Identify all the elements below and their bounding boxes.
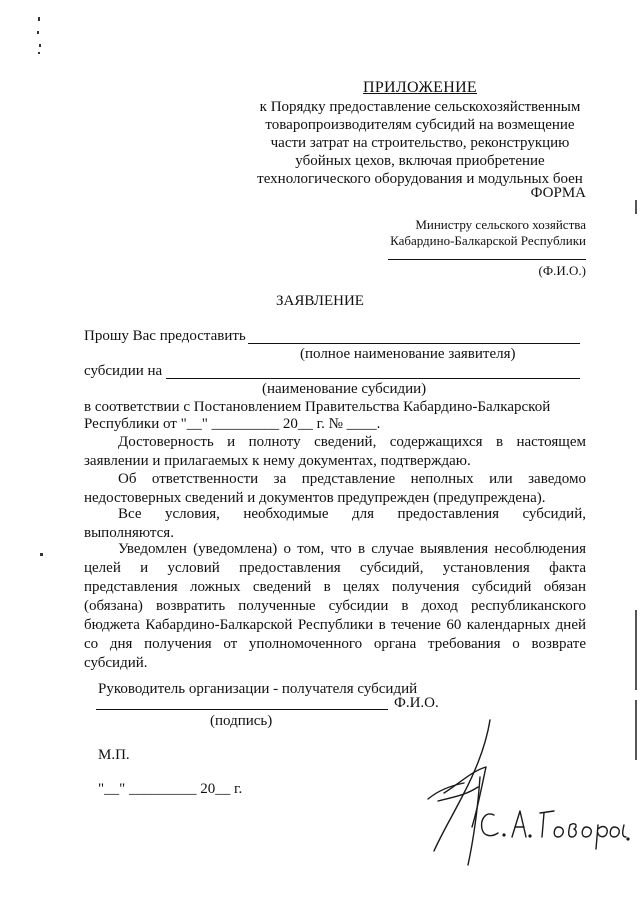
paragraph-line: целей и условий предоставления субсидий, установления факта [84,560,586,576]
appendix-line: к Порядку предоставление сельскохозяйственным [259,99,581,115]
paragraph-line: недостоверных сведений и документов предупрежден (предупреждена). [84,490,546,506]
paragraph-line: бюджета Кабардино-Балкарской Республики в течение 60 календарных дней [84,617,586,633]
addressee-line-1: Министру сельского хозяйства [415,217,586,232]
scan-speck [37,31,39,34]
appendix-title: ПРИЛОЖЕНИЕ [362,79,477,96]
scan-speck [40,553,43,556]
scan-speck [38,17,40,21]
paragraph-line: со дня получения от уполномоченного органа требования о возврате [84,636,586,652]
paragraph-line: выполняются. [84,525,174,541]
request-prefix: Прошу Вас предоставить [84,328,246,344]
handwritten-signature [420,715,630,875]
paragraph-notice [84,540,586,673]
appendix-line: технологического оборудования и модульных боен [257,171,583,187]
appendix-line: убойных цехов, включая приобретение [295,153,545,169]
paragraph-line: заявлении и прилагаемых к нему документах, подтверждаю. [84,453,471,469]
addressee-line-2: Кабардино-Балкарской Республики [390,233,586,248]
paragraph-line: Достоверность и полноту сведений, содержащихся в настоящем [118,434,586,450]
applicant-name-field[interactable] [248,343,580,344]
scan-edge-mark [635,610,637,690]
paragraph-accuracy [84,433,586,471]
paragraph-responsibility [84,470,586,508]
document-title: ЗАЯВЛЕНИЕ [276,293,364,309]
resolution-line-1: в соответствии с Постановлением Правительства Кабардино-Балкарской [84,399,551,415]
paragraph-line: субсидий. [84,655,148,671]
subsidy-hint: (наименование субсидии) [262,381,427,397]
appendix-line: части затрат на строительство, реконструкцию [270,135,570,151]
addressee-fio-label: (Ф.И.О.) [538,263,586,278]
addressee-fio-line [388,259,586,260]
subsidy-prefix: субсидии на [84,363,163,379]
paragraph-line: (обязана) возвратить полученные субсидии в доход республиканского [84,598,586,614]
scan-edge-mark [635,700,637,760]
scan-speck [39,44,41,47]
head-label: Руководитель организации - получателя субсидий [98,681,418,697]
date-line: "__" _________ 20__ г. [98,781,243,797]
paragraph-line: Уведомлен (уведомлена) о том, что в случае выявления несоблюдения [118,541,586,557]
sign-hint: (подпись) [210,713,273,729]
paragraph-conditions [84,505,586,543]
paragraph-line: Об ответственности за представление неполных или заведомо [118,471,586,487]
applicant-hint: (полное наименование заявителя) [300,346,516,362]
appendix-header [250,78,590,188]
scan-speck [38,52,40,54]
appendix-line: товаропроизводителям субсидий на возмещение [265,117,575,133]
scan-edge-mark [635,200,637,214]
paragraph-line: Все условия, необходимые для предоставления субсидий, [118,506,586,522]
form-label: ФОРМА [530,185,586,201]
stamp-label: М.П. [98,747,130,763]
signature-field[interactable] [96,709,388,710]
resolution-line-2: Республики от "__" _________ 20__ г. № ____. [84,416,381,432]
head-fio-label: Ф.И.О. [394,695,439,711]
subsidy-name-field[interactable] [166,378,580,379]
paragraph-line: представления ложных сведений в целях получения субсидий обязан [84,579,586,595]
